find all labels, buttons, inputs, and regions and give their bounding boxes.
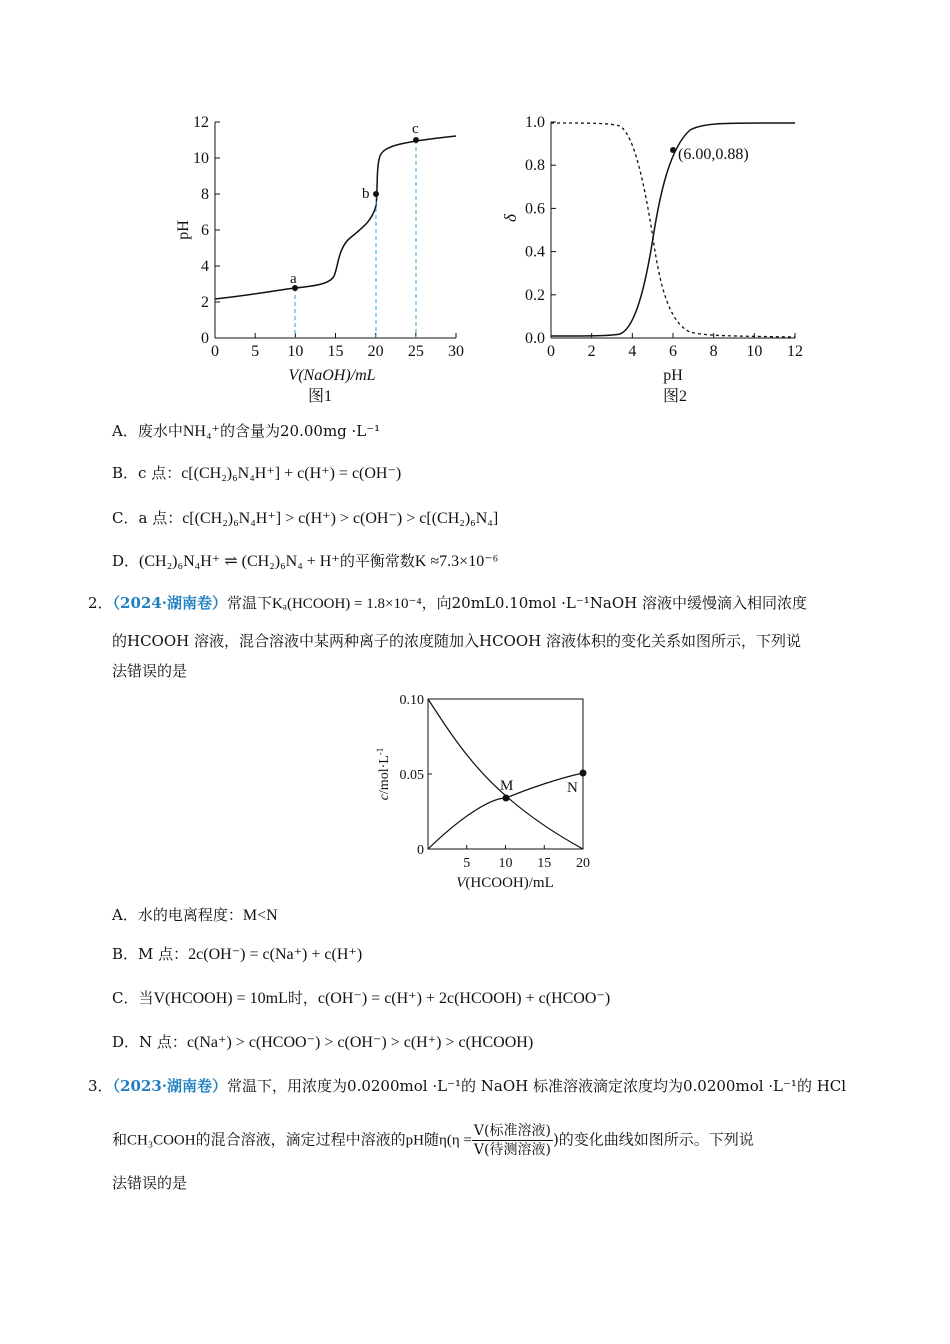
x-tick-label: 2 (587, 343, 596, 360)
question-number: 3． (88, 1077, 113, 1095)
y-tick-label: 1.0 (525, 114, 545, 131)
fig2-solid-curve (551, 123, 795, 336)
fig2-xlabel: pH (663, 367, 683, 384)
q2-option-b[interactable] (112, 944, 362, 965)
figure-2 (490, 108, 810, 408)
x-tick-label: 12 (787, 343, 803, 360)
q3-text: 的混合溶液，滴定过程中溶液的 (195, 1130, 406, 1149)
option-letter: C． (112, 989, 139, 1007)
q3-eta-eq: (η = (446, 1132, 472, 1149)
option-k-value: K ≈7.3×10⁻⁶ (414, 553, 499, 570)
y-tick-label: 12 (193, 114, 209, 131)
option-letter: A． (112, 906, 138, 924)
fig2-point (670, 147, 676, 153)
q3-text: 和 (112, 1130, 128, 1149)
fig2-caption: 图2 (662, 388, 688, 405)
figure-3 (370, 688, 600, 893)
x-tick-label: 20 (576, 856, 590, 871)
y-tick-label: 8 (201, 186, 209, 203)
q3-frac-denominator: V(待测溶液) (473, 1142, 551, 1158)
q3-frac-numerator: V(标准溶液) (473, 1123, 551, 1139)
x-tick-label: 30 (448, 343, 464, 360)
option-text: 水的电离程度： (137, 906, 243, 924)
q2-line-1 (88, 592, 807, 615)
q2-option-d[interactable] (112, 1032, 533, 1053)
option-text: 当 (138, 989, 154, 1007)
y-tick-label: 10 (193, 150, 209, 167)
fig1-titration-curve (215, 136, 456, 299)
fig1-point-c (413, 137, 419, 143)
fig1-label-c: c (412, 121, 419, 137)
question-source: （2024·湖南卷） (112, 594, 228, 612)
option-letter: D． (112, 1033, 140, 1051)
fig3-point-n (580, 770, 587, 777)
option-letter: C． (112, 509, 139, 527)
x-tick-label: 10 (746, 343, 763, 360)
y-tick-label: 0.10 (399, 693, 424, 708)
fig1-point-b (373, 191, 379, 197)
option-letter: D． (112, 552, 140, 570)
x-tick-label: 20 (367, 343, 384, 360)
fig1-label-a: a (290, 271, 297, 287)
option-rest: 的含量为20.00mg ·L⁻¹ (220, 422, 381, 440)
q2-text: 常温下 (227, 594, 273, 612)
fig1-label-b: b (362, 186, 370, 202)
x-tick-label: 0 (211, 343, 219, 360)
figure-1-chart (160, 108, 480, 408)
q3-eta: η (438, 1132, 447, 1149)
q2-option-c[interactable] (112, 988, 610, 1009)
fig3-decreasing-curve (428, 699, 583, 849)
fig3-xlabel: V(HCOOH)/mL (456, 875, 554, 891)
y-tick-label: 0.2 (525, 286, 545, 304)
q2-line-2: 的HCOOH 溶液，混合溶液中某两种离子的浓度随加入HCOOH 溶液体积的变化关系如图所示，下列说 (112, 632, 802, 650)
option-text: 时， (287, 989, 318, 1007)
fig3-ylabel: $c/mol\cdot L^{-1}$ (375, 747, 392, 801)
option-text: a 点： (138, 509, 183, 527)
option-equation: c[(CH₂)₆N₄H⁺] + c(H⁺) = c(OH⁻) (181, 465, 402, 482)
y-tick-label: 2 (201, 294, 209, 311)
y-tick-label: 6 (201, 222, 209, 239)
figure-3-chart (370, 688, 600, 893)
q3-text: )的变化曲线如图所示。下列说 (552, 1130, 754, 1149)
fig2-ylabel: δ (501, 214, 520, 222)
option-text: M 点： (138, 945, 189, 963)
fig1-xlabel: V(NaOH)/mL (288, 367, 376, 384)
option-equation: c(OH⁻) = c(H⁺) + 2c(HCOOH) + c(HCOO⁻) (317, 990, 611, 1007)
y-tick-label: 0.6 (525, 200, 545, 218)
q3-ph: pH (405, 1132, 424, 1149)
q2-ka: Kₐ(HCOOH) = 1.8×10⁻⁴ (272, 596, 422, 612)
question-number: 2． (88, 594, 113, 612)
fig1-ylabel: pH (175, 220, 192, 240)
q1-option-d[interactable] (112, 551, 498, 572)
figure-2-chart (490, 108, 810, 408)
fig3-point-m (503, 795, 510, 802)
x-tick-label: 8 (709, 343, 718, 360)
fig2-annotation: (6.00,0.88) (678, 146, 749, 163)
option-equation: c(Na⁺) > c(HCOO⁻) > c(OH⁻) > c(H⁺) > c(HCOOH) (186, 1034, 534, 1051)
x-tick-label: 10 (287, 343, 304, 360)
q3-fraction (472, 1122, 553, 1159)
q2-text: ，向20mL0.10mol ·L⁻¹NaOH 溶液中缓慢滴入相同浓度 (421, 594, 807, 612)
option-rest: 的平衡常数 (339, 552, 415, 570)
q3-line-3: 法错误的是 (112, 1174, 188, 1192)
fig1-caption: 图1 (307, 388, 333, 405)
x-tick-label: 25 (407, 343, 424, 360)
option-species: NH₄⁺ (182, 423, 220, 440)
q1-option-b[interactable] (112, 463, 401, 484)
option-letter: A． (112, 422, 138, 440)
option-letter: B． (112, 464, 139, 482)
q3-text: 随 (423, 1130, 439, 1149)
option-text: 废水中 (137, 422, 183, 440)
x-tick-label: 5 (251, 343, 260, 360)
x-tick-label: 15 (537, 856, 552, 871)
q1-option-a[interactable] (112, 421, 380, 442)
option-letter: B． (112, 945, 139, 963)
q1-option-c[interactable] (112, 508, 498, 529)
option-equation: V(HCOOH) = 10mL (153, 990, 288, 1007)
option-equation: 2c(OH⁻) = c(Na⁺) + c(H⁺) (188, 946, 363, 963)
y-tick-label: 0.05 (399, 768, 424, 783)
q3-line-1 (88, 1075, 846, 1097)
q3-line-2 (112, 1122, 754, 1159)
x-tick-label: 5 (463, 856, 471, 871)
q3-text: 常温下，用浓度为0.0200mol ·L⁻¹的 NaOH 标准溶液滴定浓度均为0.0200mol ·L⁻¹的 HCl (227, 1077, 847, 1095)
fig3-label-n: N (567, 780, 578, 796)
x-tick-label: 15 (327, 343, 344, 360)
x-tick-label: 0 (547, 343, 555, 360)
option-equation: (CH₂)₆N₄H⁺ ⇌ (CH₂)₆N₄ + H⁺ (139, 553, 340, 570)
y-tick-label: 4 (201, 258, 209, 275)
x-tick-label: 6 (669, 343, 677, 360)
y-tick-label: 0.8 (525, 157, 545, 175)
y-tick-label: 0.4 (525, 243, 545, 261)
option-text: c 点： (138, 464, 182, 482)
y-tick-label: 0 (417, 843, 424, 858)
figure-1 (160, 108, 480, 408)
y-tick-label: 0.0 (525, 330, 545, 347)
q2-line-3: 法错误的是 (112, 662, 188, 680)
x-tick-label: 10 (498, 856, 513, 871)
fig3-label-m: M (500, 778, 514, 794)
question-source: （2023·湖南卷） (112, 1077, 228, 1095)
q3-ch3cooh: CH₃COOH (127, 1132, 196, 1149)
option-equation: c[(CH₂)₆N₄H⁺] > c(H⁺) > c(OH⁻) > c[(CH₂)₆N₄] (182, 510, 499, 527)
y-tick-label: 0 (201, 330, 209, 347)
option-text: N 点： (139, 1033, 187, 1051)
x-tick-label: 4 (628, 343, 637, 360)
option-equation: M<N (242, 907, 278, 924)
q2-option-a[interactable] (112, 905, 278, 926)
